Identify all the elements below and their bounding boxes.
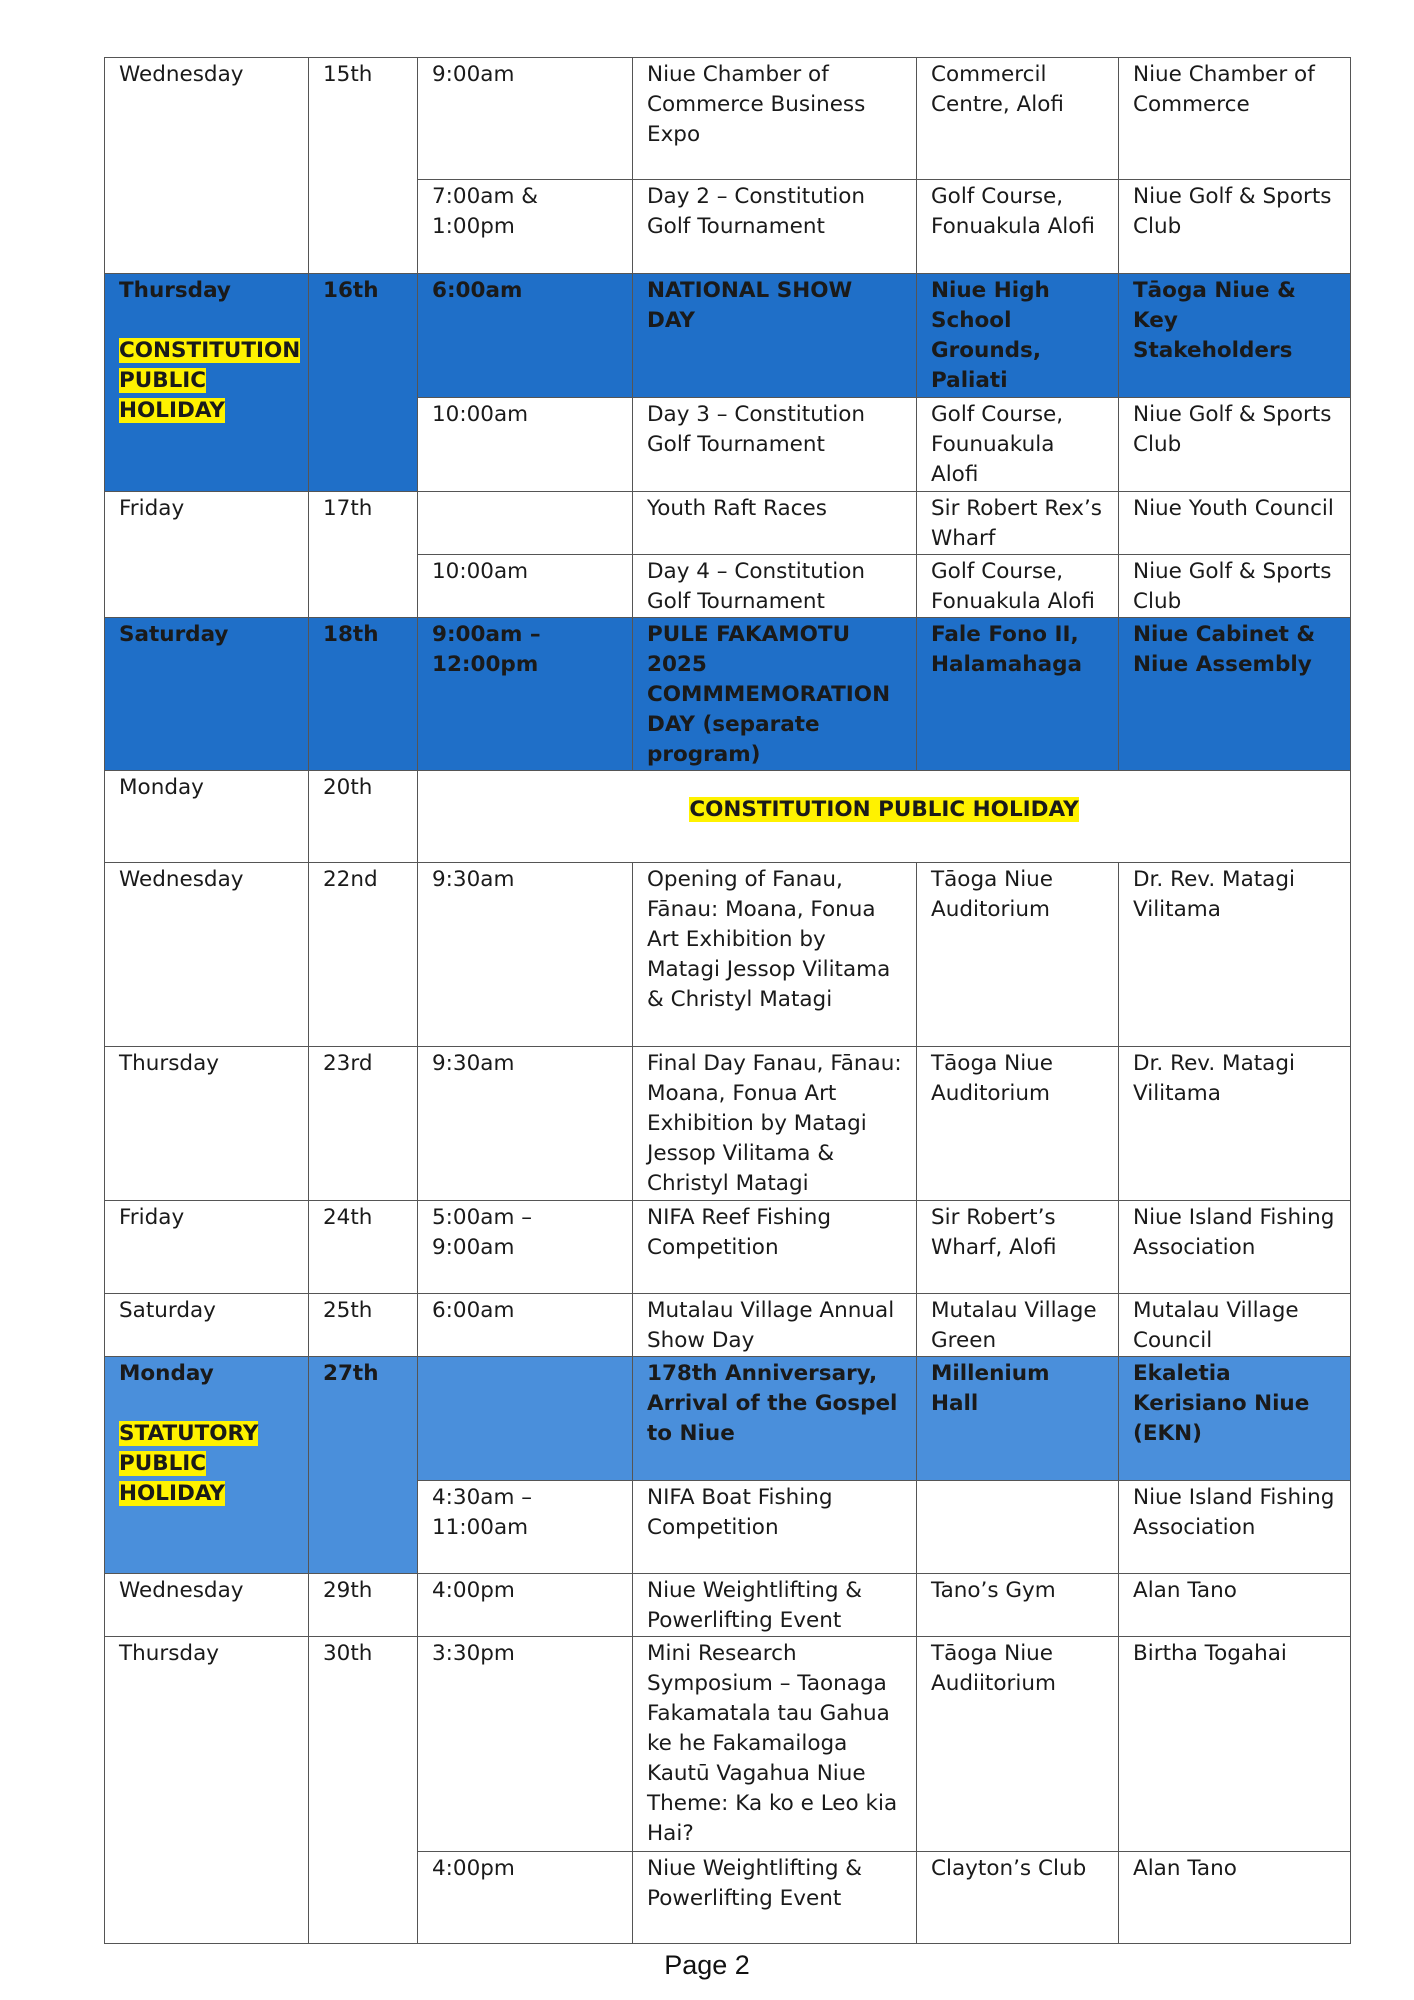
- time-cell: [418, 492, 633, 555]
- table-row: [105, 1201, 1351, 1294]
- organiser-cell: Dr. Rev. Matagi Vilitama: [1119, 1047, 1351, 1201]
- event-cell: Day 2 – Constitution Golf Tournament: [633, 180, 917, 274]
- date-cell: 15th: [309, 58, 418, 274]
- venue-cell: Tano’s Gym: [917, 1574, 1119, 1637]
- table-row: [105, 1047, 1351, 1201]
- table-row: [105, 274, 1351, 398]
- organiser-cell: Mutalau Village Council: [1119, 1294, 1351, 1357]
- day-cell: Saturday: [105, 1294, 309, 1357]
- day-cell: Wednesday: [105, 58, 309, 274]
- organiser-cell: Niue Golf & Sports Club: [1119, 180, 1351, 274]
- date-cell: 29th: [309, 1574, 418, 1637]
- organiser-cell: Niue Island Fishing Association: [1119, 1201, 1351, 1294]
- time-cell: 6:00am: [418, 274, 633, 398]
- day-cell: Friday: [105, 492, 309, 618]
- event-cell: 178th Anniversary, Arrival of the Gospel to Niue: [633, 1357, 917, 1481]
- time-cell: 10:00am: [418, 398, 633, 492]
- venue-cell: Golf Course, Founuakula Alofi: [917, 398, 1119, 492]
- organiser-cell: Alan Tano: [1119, 1852, 1351, 1944]
- time-cell: 4:00pm: [418, 1574, 633, 1637]
- day-cell: [105, 1357, 309, 1574]
- venue-cell: Sir Robert’s Wharf, Alofi: [917, 1201, 1119, 1294]
- table-row: [105, 492, 1351, 555]
- day-cell: Friday: [105, 1201, 309, 1294]
- event-cell: Niue Chamber of Commerce Business Expo: [633, 58, 917, 180]
- table-row: [105, 1574, 1351, 1637]
- day-label: Monday: [119, 1361, 214, 1386]
- day-cell: Saturday: [105, 618, 309, 771]
- venue-cell: Commercil Centre, Alofi: [917, 58, 1119, 180]
- venue-cell: Golf Course, Fonuakula Alofi: [917, 555, 1119, 618]
- table-row: [105, 1294, 1351, 1357]
- time-cell: 10:00am: [418, 555, 633, 618]
- organiser-cell: Ekaletia Kerisiano Niue (EKN): [1119, 1357, 1351, 1481]
- date-cell: 18th: [309, 618, 418, 771]
- date-cell: 30th: [309, 1637, 418, 1944]
- venue-cell: Millenium Hall: [917, 1357, 1119, 1481]
- time-cell: 4:00pm: [418, 1852, 633, 1944]
- date-cell: 17th: [309, 492, 418, 618]
- table-row: [105, 1637, 1351, 1852]
- venue-cell: Mutalau Village Green: [917, 1294, 1119, 1357]
- venue-cell: Clayton’s Club: [917, 1852, 1119, 1944]
- organiser-cell: Alan Tano: [1119, 1574, 1351, 1637]
- time-cell: 5:00am – 9:00am: [418, 1201, 633, 1294]
- holiday-label: STATUTORY PUBLIC HOLIDAY: [119, 1421, 259, 1506]
- venue-cell: Tāoga Niue Audiitorium: [917, 1637, 1119, 1852]
- organiser-cell: Niue Island Fishing Association: [1119, 1481, 1351, 1574]
- day-cell: Monday: [105, 771, 309, 863]
- date-cell: 25th: [309, 1294, 418, 1357]
- time-cell: 6:00am: [418, 1294, 633, 1357]
- day-label: Thursday: [119, 278, 231, 303]
- organiser-cell: Niue Golf & Sports Club: [1119, 398, 1351, 492]
- day-cell: Thursday: [105, 1047, 309, 1201]
- organiser-cell: Dr. Rev. Matagi Vilitama: [1119, 863, 1351, 1047]
- event-cell: NIFA Boat Fishing Competition: [633, 1481, 917, 1574]
- holiday-banner: CONSTITUTION PUBLIC HOLIDAY: [689, 796, 1079, 822]
- organiser-cell: Niue Cabinet & Niue Assembly: [1119, 618, 1351, 771]
- time-cell: 9:30am: [418, 1047, 633, 1201]
- event-cell: Day 3 – Constitution Golf Tournament: [633, 398, 917, 492]
- table-row: [105, 771, 1351, 863]
- table-row: [105, 1357, 1351, 1481]
- date-cell: 20th: [309, 771, 418, 863]
- time-cell: 3:30pm: [418, 1637, 633, 1852]
- time-cell: 4:30am – 11:00am: [418, 1481, 633, 1574]
- venue-cell: Fale Fono II, Halamahaga: [917, 618, 1119, 771]
- event-cell: Mini Research Symposium – Taonaga Fakamatala tau Gahua ke he Fakamailoga Kautū Vagahua Niue Theme: Ka ko e Leo kia Hai?: [633, 1637, 917, 1852]
- event-cell: NATIONAL SHOW DAY: [633, 274, 917, 398]
- event-cell: Opening of Fanau, Fānau: Moana, Fonua Art Exhibition by Matagi Jessop Vilitama & Christyl Matagi: [633, 863, 917, 1047]
- event-cell: Youth Raft Races: [633, 492, 917, 555]
- venue-cell: Golf Course, Fonuakula Alofi: [917, 180, 1119, 274]
- event-cell: Final Day Fanau, Fānau: Moana, Fonua Art Exhibition by Matagi Jessop Vilitama & Christyl Matagi: [633, 1047, 917, 1201]
- event-cell: Day 4 – Constitution Golf Tournament: [633, 555, 917, 618]
- time-cell: 7:00am & 1:00pm: [418, 180, 633, 274]
- event-schedule-table: [104, 57, 1351, 1944]
- table-row: [105, 618, 1351, 771]
- day-cell: Thursday: [105, 1637, 309, 1944]
- page-number: Page 2: [664, 1950, 750, 1980]
- holiday-banner-cell: [418, 771, 1351, 863]
- date-cell: 16th: [309, 274, 418, 492]
- event-cell: Niue Weightlifting & Powerlifting Event: [633, 1852, 917, 1944]
- organiser-cell: Birtha Togahai: [1119, 1637, 1351, 1852]
- venue-cell: Tāoga Niue Auditorium: [917, 863, 1119, 1047]
- venue-cell: Tāoga Niue Auditorium: [917, 1047, 1119, 1201]
- day-cell: Wednesday: [105, 863, 309, 1047]
- event-cell: Niue Weightlifting & Powerlifting Event: [633, 1574, 917, 1637]
- time-cell: 9:00am: [418, 58, 633, 180]
- holiday-label: CONSTITUTION PUBLIC HOLIDAY: [119, 338, 301, 423]
- organiser-cell: Niue Youth Council: [1119, 492, 1351, 555]
- venue-cell: [917, 1481, 1119, 1574]
- time-cell: 9:30am: [418, 863, 633, 1047]
- time-cell: [418, 1357, 633, 1481]
- time-cell: 9:00am – 12:00pm: [418, 618, 633, 771]
- event-cell: PULE FAKAMOTU 2025 COMMMEMORATION DAY (separate program): [633, 618, 917, 771]
- date-cell: 23rd: [309, 1047, 418, 1201]
- day-cell: [105, 274, 309, 492]
- organiser-cell: Niue Golf & Sports Club: [1119, 555, 1351, 618]
- day-cell: Wednesday: [105, 1574, 309, 1637]
- venue-cell: Niue High School Grounds, Paliati: [917, 274, 1119, 398]
- organiser-cell: Tāoga Niue & Key Stakeholders: [1119, 274, 1351, 398]
- date-cell: 22nd: [309, 863, 418, 1047]
- event-cell: Mutalau Village Annual Show Day: [633, 1294, 917, 1357]
- organiser-cell: Niue Chamber of Commerce: [1119, 58, 1351, 180]
- table-row: [105, 58, 1351, 180]
- date-cell: 27th: [309, 1357, 418, 1574]
- date-cell: 24th: [309, 1201, 418, 1294]
- event-cell: NIFA Reef Fishing Competition: [633, 1201, 917, 1294]
- table-row: [105, 863, 1351, 1047]
- venue-cell: Sir Robert Rex’s Wharf: [917, 492, 1119, 555]
